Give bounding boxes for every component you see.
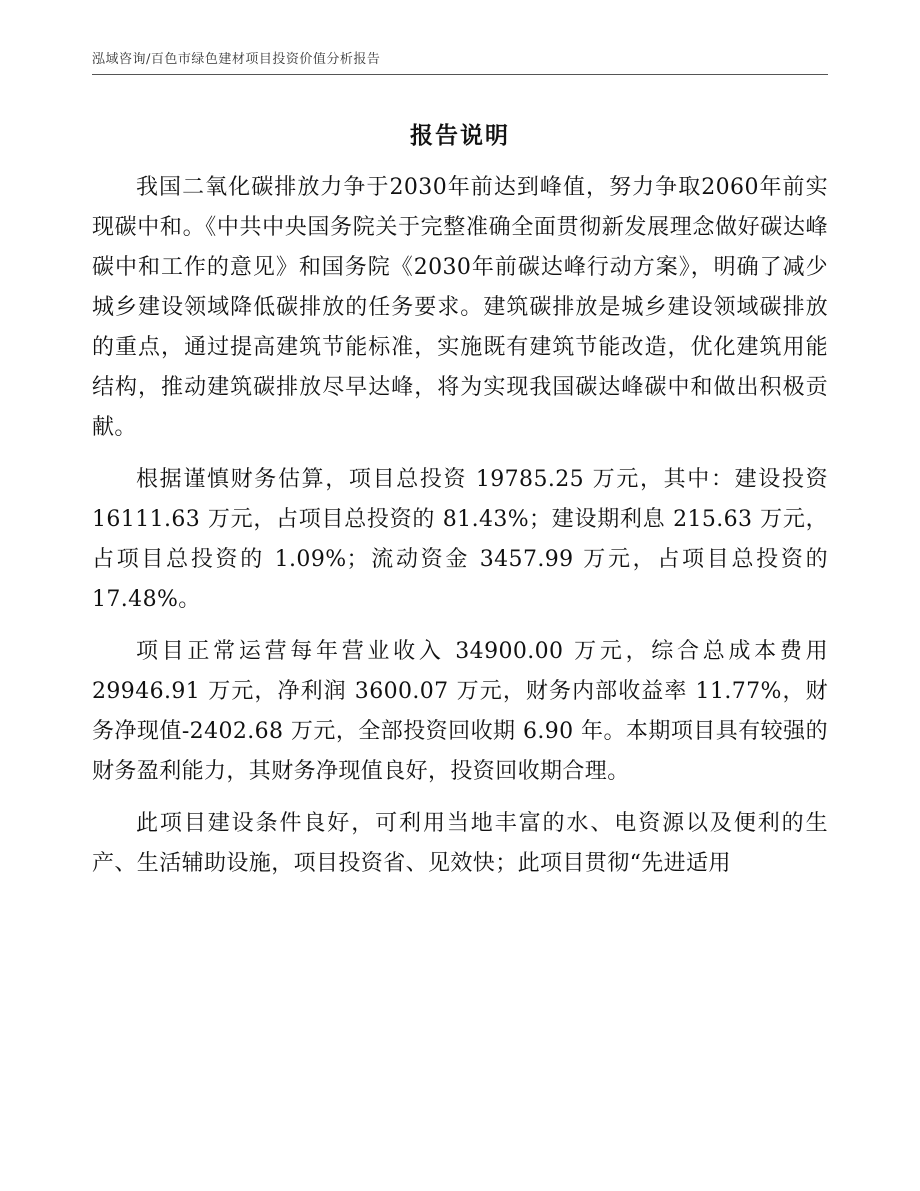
- paragraph-investment-estimate: 根据谨慎财务估算，项目总投资 19785.25 万元，其中：建设投资 16111.63 万元，占项目总投资的 81.43%；建设期利息 215.63 万元，占项目总投资的 1.09%；流动资金 3457.99 万元，占项目总投资的 17.48%。: [92, 467, 828, 612]
- page-header: 泓域咨询/百色市绿色建材项目投资价值分析报告: [92, 50, 828, 75]
- document-body: [92, 168, 828, 896]
- paragraph-financial-returns: 项目正常运营每年营业收入 34900.00 万元，综合总成本费用 29946.91 万元，净利润 3600.07 万元，财务内部收益率 11.77%，财务净现值-2402.68 万元，全部投资回收期 6.90 年。本期项目具有较强的财务盈利能力，其财务净现值良好，投资回收期合理。: [92, 639, 828, 784]
- paragraph-construction-conditions: 此项目建设条件良好，可利用当地丰富的水、电资源以及便利的生产、生活辅助设施，项目投资省、见效快；此项目贯彻“先进适用: [92, 811, 828, 876]
- page-title: 报告说明: [410, 122, 510, 149]
- paragraph-carbon-peak: 我国二氧化碳排放力争于2030年前达到峰值，努力争取2060年前实现碳中和。《中共中央国务院关于完整准确全面贯彻新发展理念做好碳达峰碳中和工作的意见》和国务院《2030年前碳达峰行动方案》，明确了减少城乡建设领域降低碳排放的任务要求。建筑碳排放是城乡建设领域碳排放的重点，通过提高建筑节能标准，实施既有建筑节能改造，优化建筑用能结构，推动建筑碳排放尽早达峰，将为实现我国碳达峰碳中和做出积极贡献。: [92, 175, 828, 440]
